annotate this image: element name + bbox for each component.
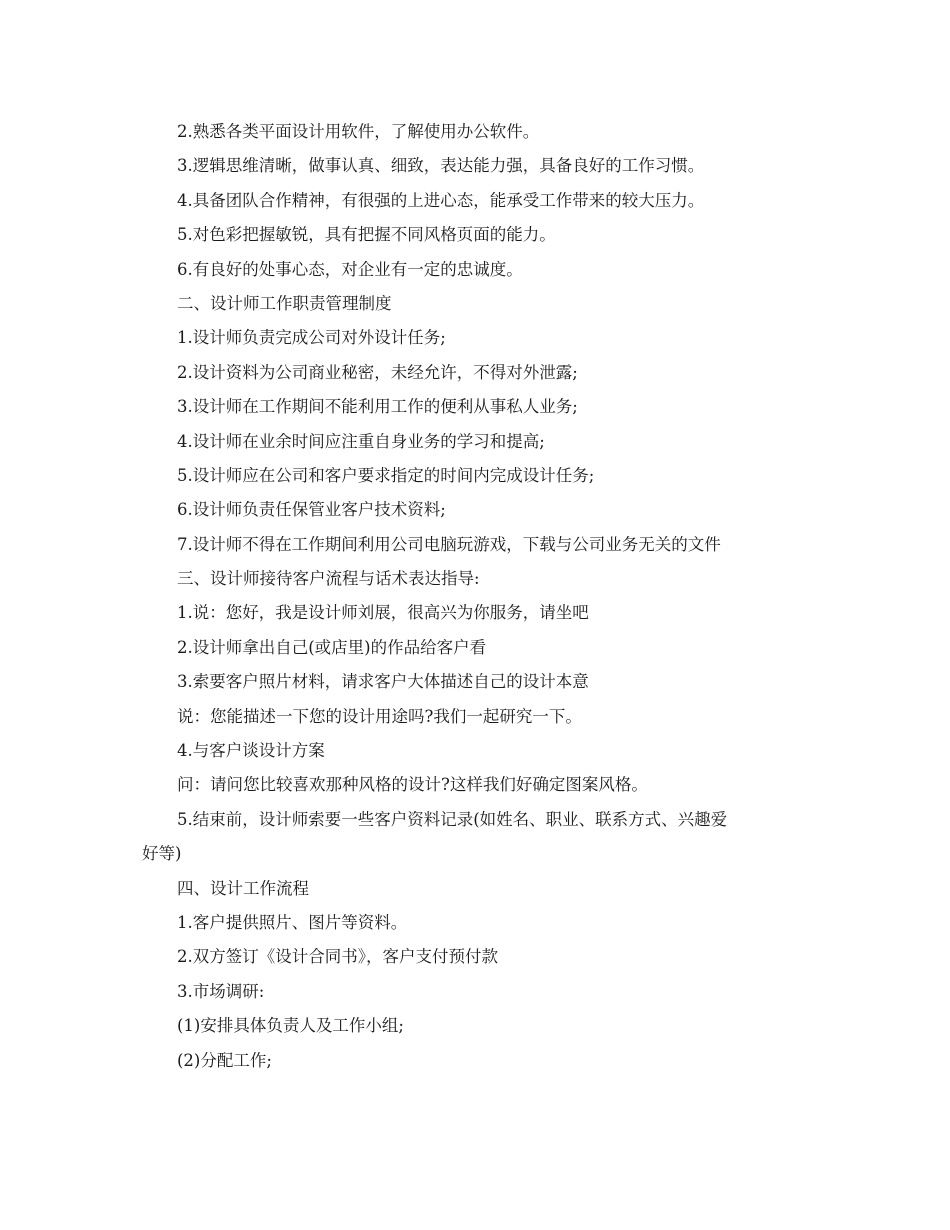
list-item: 问：请问您比较喜欢那种风格的设计?这样我们好确定图案风格。 (177, 775, 648, 795)
list-item: (1)安排具体负责人及工作小组; (177, 1016, 404, 1036)
list-item: 7.设计师不得在工作期间利用公司电脑玩游戏，下载与公司业务无关的文件 (177, 534, 721, 554)
list-item: 5.对色彩把握敏锐，具有把握不同风格页面的能力。 (177, 225, 556, 245)
section-heading-workflow: 四、设计工作流程 (177, 878, 309, 898)
list-item: 2.设计资料为公司商业秘密，未经允许，不得对外泄露; (177, 362, 578, 382)
list-item: 6.设计师负责任保管业客户技术资料; (177, 500, 446, 520)
list-item: 5.设计师应在公司和客户要求指定的时间内完成设计任务; (177, 465, 595, 485)
list-item: 2.设计师拿出自己(或店里)的作品给客户看 (177, 637, 487, 657)
list-item: 4.设计师在业余时间应注重自身业务的学习和提高; (177, 431, 545, 451)
section-heading-reception: 三、设计师接待客户流程与话术表达指导: (177, 569, 480, 589)
list-item: 4.与客户谈设计方案 (177, 741, 325, 761)
list-item: 2.双方签订《设计合同书》，客户支付预付款 (177, 947, 498, 967)
list-item: (2)分配工作; (177, 1050, 272, 1070)
list-item: 说：您能描述一下您的设计用途吗?我们一起研究一下。 (177, 706, 582, 726)
list-item: 2.熟悉各类平面设计用软件，了解使用办公软件。 (177, 122, 540, 141)
list-item: 1.说：您好，我是设计师刘展，很高兴为你服务，请坐吧 (177, 603, 589, 623)
list-item: 3.市场调研: (177, 981, 265, 1001)
list-item: 4.具备团队合作精神，有很强的上进心态，能承受工作带来的较大压力。 (177, 190, 705, 210)
document-body (142, 115, 812, 1078)
section-heading-duties: 二、设计师工作职责管理制度 (177, 293, 392, 313)
wrapped-paragraph-first: 5.结束前，设计师索要一些客户资料记录(如姓名、职业、联系方式、兴趣爱 (177, 809, 728, 829)
wrapped-paragraph-continuation: 好等) (142, 844, 182, 864)
list-item: 3.设计师在工作期间不能利用工作的便利从事私人业务; (177, 397, 578, 417)
list-item: 1.设计师负责完成公司对外设计任务; (177, 328, 446, 348)
list-item: 3.索要客户照片材料，请求客户大体描述自己的设计本意 (177, 672, 589, 692)
list-item: 3.逻辑思维清晰，做事认真、细致，表达能力强，具备良好的工作习惯。 (177, 156, 705, 176)
list-item: 6.有良好的处事心态，对企业有一定的忠诚度。 (177, 259, 523, 279)
list-item: 1.客户提供照片、图片等资料。 (177, 912, 408, 932)
